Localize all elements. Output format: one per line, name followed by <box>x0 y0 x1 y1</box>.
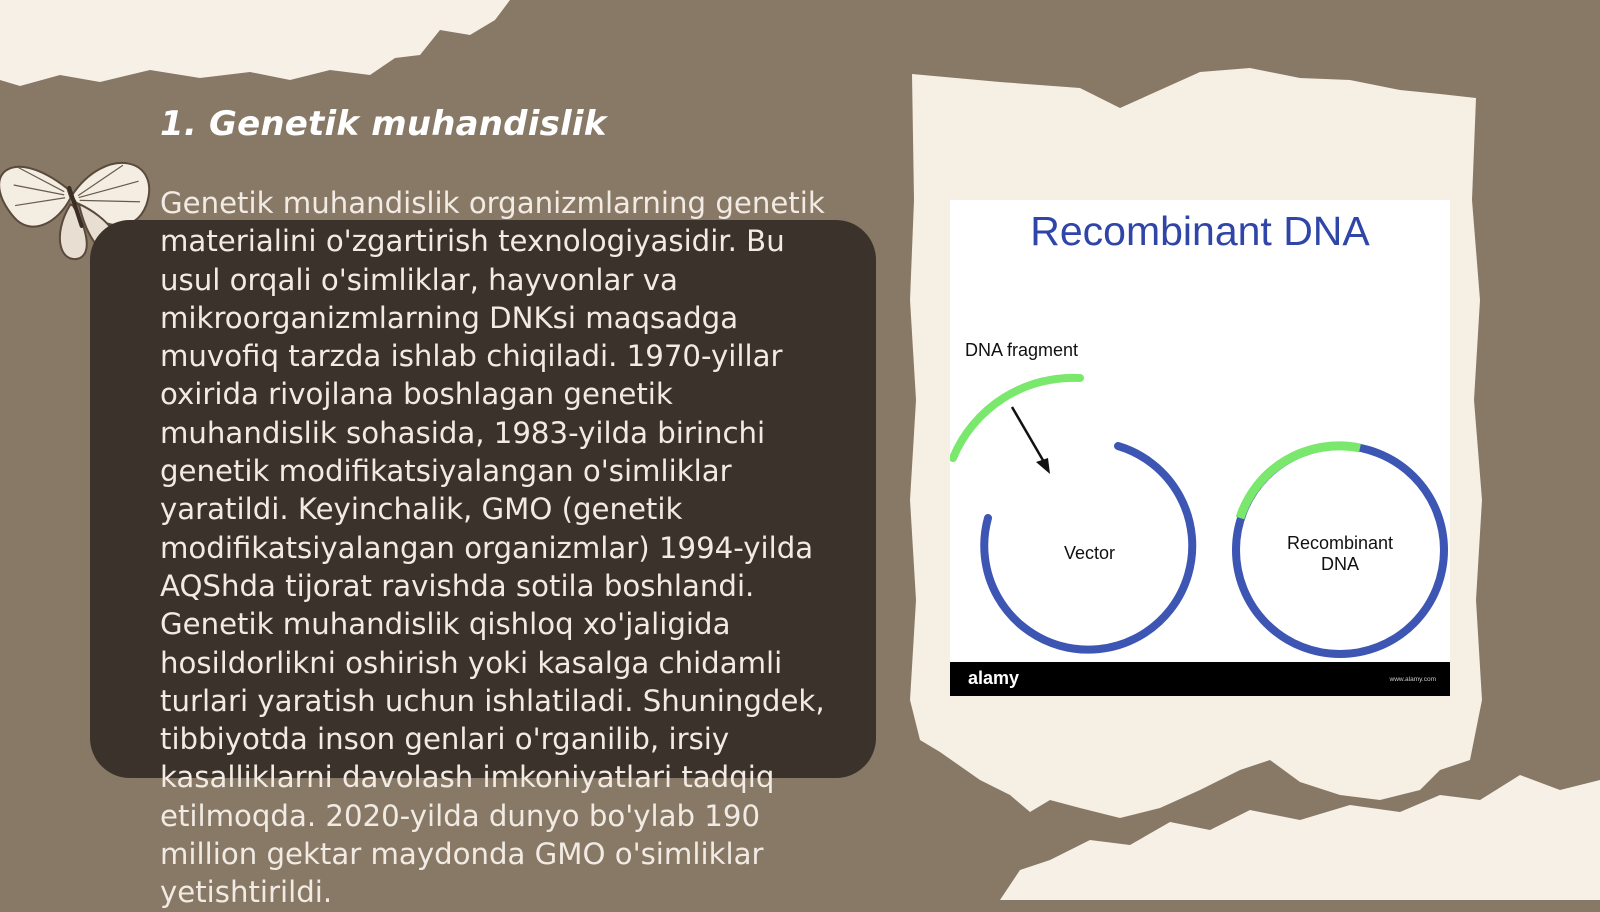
dna-fragment-arc <box>953 378 1080 458</box>
slide-body-text: Genetik muhandislik organizmlarning genetik materialini o'zgartirish texnologiyasidir. Bu usul orqali o'simliklar, hayvonlar va mikroorganizmlarning DNKsi maqsadga muvofiq tarzda ishlab chiqiladi. 1970-yillar oxirida rivojlana boshlagan genetik muhandislik sohasida, 1983-yilda birinchi genetik modifikatsiyalangan o'simliklar yaratildi. Keyinchalik, GMO (genetik modifikatsiyalangan organizmlar) 1994-yilda AQShda tijorat ravishda sotila boshlandi. Genetik muhandislik qishloq xo'jaligida hosildorlikni oshirish yoki kasalga chidamli turlari yaratish uchun ishlatiladi. Shuningdek, tibbiyotda inson genlari o'rganilib, irsiy kasalliklarni davolash imkoniyatlari tadqiq etilmoqda. 2020-yilda dunyo bo'ylab 190 million gektar maydonda GMO o'simliklar yetishtirildi. <box>160 186 825 910</box>
label-recombinant-line1: Recombinant <box>1286 533 1394 553</box>
arrow-head <box>1036 458 1050 474</box>
label-dna-fragment: DNA fragment <box>965 340 1079 360</box>
arrow-icon <box>1012 407 1044 462</box>
dna-diagram <box>950 200 1450 696</box>
label-vector: Vector <box>1064 543 1116 563</box>
image-footer <box>950 662 1450 696</box>
image-brand-logo: alamy <box>968 668 1020 688</box>
torn-paper-top-left <box>0 0 510 86</box>
slide-title: 1. Genetik muhandislik <box>160 104 607 144</box>
image-brand-url: www.alamy.com <box>1389 676 1436 683</box>
label-recombinant <box>1280 533 1400 575</box>
recombinant-insert <box>1240 446 1360 518</box>
image-title: Recombinant DNA <box>1030 208 1370 254</box>
label-recombinant-line2: DNA <box>1320 554 1359 574</box>
recombinant-dna-image <box>950 200 1450 696</box>
